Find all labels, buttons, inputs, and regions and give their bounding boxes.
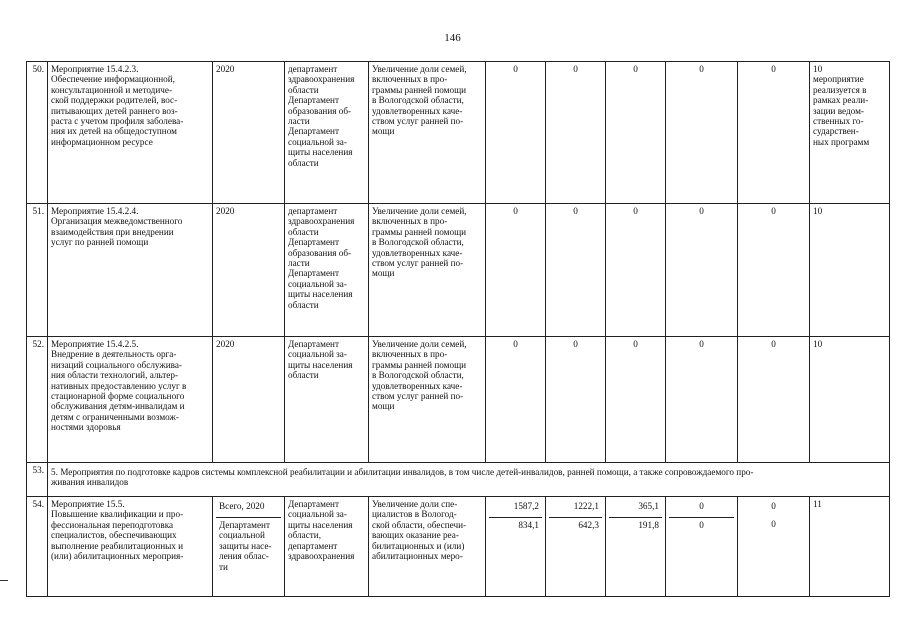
executor-cell-line: Департамент xyxy=(288,339,339,349)
event-cell-line: взаимодействия при внедрении xyxy=(51,226,174,237)
program-table xyxy=(26,61,890,597)
executor-cell xyxy=(285,204,369,337)
event-cell xyxy=(48,62,213,204)
year-split-cell xyxy=(213,497,285,597)
executor-cell-line: социальной за- xyxy=(288,136,347,147)
event-cell-line: Обеспечение информационной, xyxy=(51,74,175,85)
executor-cell-line: образования об- xyxy=(288,247,352,258)
indicator-cell-line: ской области, обеспечи- xyxy=(372,519,467,530)
event-cell-line: питывающих детей раннего воз- xyxy=(51,105,178,116)
value-total: 365,1 xyxy=(609,499,662,518)
executor-cell-line: социальной за- xyxy=(288,278,347,289)
event-cell-line: Мероприятие 15.4.2.5. xyxy=(51,339,139,349)
event-cell-line: Мероприятие 15.5. xyxy=(51,499,125,509)
executor-cell-line: здравоохранения xyxy=(288,216,355,227)
executor-cell-line: департамент xyxy=(288,64,338,74)
executor-cell-line: ласти xyxy=(288,116,310,127)
value-executor: 642,3 xyxy=(578,520,599,530)
event-cell-line: информационном ресурсе xyxy=(51,136,153,147)
value-total: 1587,2 xyxy=(489,499,542,518)
indicator-cell-line: билитационных и (или) xyxy=(372,540,465,551)
event-cell-line: Мероприятие 15.4.2.3. xyxy=(51,64,139,74)
event-cell-line: ния области технологий, альтер- xyxy=(51,370,179,381)
year-cell: 2020 xyxy=(213,204,285,337)
value-cell: 0 xyxy=(486,204,546,337)
indicator-cell-line: мощи xyxy=(372,126,395,137)
result-cell-line: реализуется в xyxy=(813,84,867,95)
year-executor-line: ти xyxy=(219,561,228,572)
result-cell-line: ственных го- xyxy=(813,116,864,127)
indicator-cell-line: Увеличение доли спе- xyxy=(372,499,458,509)
year-cell: 2020 xyxy=(213,62,285,204)
executor-cell-line: Департамент xyxy=(288,268,339,279)
executor-cell-line: департамент xyxy=(288,206,338,216)
event-cell-line: услуг по ранней помощи xyxy=(51,237,149,248)
event-cell-line: выполнение реабилитационных и xyxy=(51,540,184,551)
value-executor: 0 xyxy=(699,520,704,530)
event-cell-line: фессиональная переподготовка xyxy=(51,519,174,530)
event-cell-line: консультационной и методиче- xyxy=(51,84,173,95)
result-cell-line: 10 xyxy=(813,206,823,216)
indicator-cell-line: в Вологодской области, xyxy=(372,237,464,248)
value-split-cell xyxy=(666,497,738,597)
event-cell-line: стационарной форме социального xyxy=(51,391,185,402)
indicator-cell-line: граммы ранней помощи xyxy=(372,359,467,370)
indicator-cell-line: включенных в про- xyxy=(372,216,448,227)
value-cell: 0 xyxy=(546,204,606,337)
year-executor-line: защиты насе- xyxy=(219,540,272,551)
executor-cell xyxy=(285,62,369,204)
value-split-cell xyxy=(486,497,546,597)
executor-cell-line: Департамент xyxy=(288,499,339,509)
value-cell: 0 xyxy=(486,62,546,204)
event-cell-line: Повышение квалификации и про- xyxy=(51,509,184,520)
value-cell: 0 xyxy=(738,337,810,463)
value-cell: 0 xyxy=(546,337,606,463)
executor-cell-line: щиты населения xyxy=(288,359,353,370)
year-executor xyxy=(216,518,281,574)
indicator-cell-line: в Вологодской области, xyxy=(372,370,464,381)
executor-cell-line: области xyxy=(288,299,319,310)
result-cell xyxy=(810,337,890,463)
section-title-line: 5. Мероприятия по подготовке кадров системы комплексной реабилитации и абилитации инвалидов, в том числе детей-инвалидов, ранней помощи, а также сопровождаемого про- xyxy=(51,467,754,477)
event-cell-line: низаций социального обслужива- xyxy=(51,359,182,370)
indicator-cell-line: Увеличение доли семей, xyxy=(372,339,467,349)
indicator-cell-line: абилитационных меро- xyxy=(372,551,463,562)
indicator-cell-line: мощи xyxy=(372,268,395,279)
event-cell-line: Мероприятие 15.4.2.4. xyxy=(51,206,139,216)
executor-cell-line: области xyxy=(288,157,319,168)
row-number: 51. xyxy=(27,204,48,337)
result-cell xyxy=(810,204,890,337)
result-cell xyxy=(810,62,890,204)
indicator-cell-line: ством услуг ранней по- xyxy=(372,391,464,402)
value-split-cell xyxy=(606,497,666,597)
indicator-cell-line: вающих оказание реа- xyxy=(372,530,459,541)
executor-cell-line: области xyxy=(288,370,319,381)
executor-cell-line: департамент xyxy=(288,540,338,551)
indicator-cell xyxy=(369,337,486,463)
indicator-cell-line: удовлетворенных каче- xyxy=(372,105,463,116)
value-cell: 0 xyxy=(606,204,666,337)
event-cell xyxy=(48,337,213,463)
value-total: 1222,1 xyxy=(549,499,602,518)
event-cell-line: Организация межведомственного xyxy=(51,216,183,227)
event-cell-line: детям с ограниченными возмож- xyxy=(51,411,179,422)
value-cell: 0 xyxy=(606,337,666,463)
event-cell-line: ния их детей на общедоступном xyxy=(51,126,177,137)
table-row xyxy=(27,62,890,204)
indicator-cell-line: ством услуг ранней по- xyxy=(372,258,464,269)
value-cell: 0 xyxy=(606,62,666,204)
event-cell-line: нативных предоставлению услуг в xyxy=(51,380,187,391)
page-number: 146 xyxy=(444,32,461,44)
result-cell-line: зации ведом- xyxy=(813,105,864,116)
value-total: 0 xyxy=(669,499,734,518)
value-total: 0 xyxy=(771,501,776,511)
row-number: 52. xyxy=(27,337,48,463)
indicator-cell-line: граммы ранней помощи xyxy=(372,84,467,95)
executor-cell-line: социальной за- xyxy=(288,349,347,360)
value-split-cell xyxy=(546,497,606,597)
event-cell-line: Внедрение в деятельность орга- xyxy=(51,349,177,360)
event-cell xyxy=(48,497,213,597)
section-row xyxy=(27,463,890,497)
table-row xyxy=(27,497,890,597)
result-cell-line: рамках реали- xyxy=(813,95,869,106)
executor-cell-line: Департамент xyxy=(288,95,339,106)
event-cell xyxy=(48,204,213,337)
executor-cell-line: области xyxy=(288,84,319,95)
table-row xyxy=(27,204,890,337)
event-cell-line: ностями здоровья xyxy=(51,422,121,433)
indicator-cell-line: циалистов в Вологод- xyxy=(372,509,457,520)
indicator-cell-line: включенных в про- xyxy=(372,74,448,85)
value-executor: 834,1 xyxy=(518,520,539,530)
result-cell-line: ных программ xyxy=(813,136,870,147)
executor-cell-line: социальной за- xyxy=(288,509,347,520)
executor-cell xyxy=(285,497,369,597)
row-number: 53. xyxy=(27,463,48,497)
executor-cell-line: ласти xyxy=(288,258,310,269)
result-cell-line: 10 xyxy=(813,339,823,349)
executor-cell-line: Департамент xyxy=(288,126,339,137)
result-cell-line: сударствен- xyxy=(813,126,859,137)
result-cell: 11 xyxy=(810,497,890,597)
year-executor-line: социальной xyxy=(219,530,265,541)
event-cell-line: (или) абилитационных мероприя- xyxy=(51,551,184,562)
event-cell-line: ской поддержки родителей, вос- xyxy=(51,95,178,106)
indicator-cell-line: Увеличение доли семей, xyxy=(372,64,467,74)
executor-cell xyxy=(285,337,369,463)
event-cell-line: обслуживания детям-инвалидам и xyxy=(51,401,185,412)
indicator-cell xyxy=(369,62,486,204)
value-cell: 0 xyxy=(486,337,546,463)
event-cell-line: специалистов, обеспечивающих xyxy=(51,530,177,541)
row-number: 54. xyxy=(27,497,48,597)
value-cell: 0 xyxy=(666,337,738,463)
executor-cell-line: области, xyxy=(288,530,322,541)
value-cell: 0 xyxy=(738,62,810,204)
indicator-cell-line: удовлетворенных каче- xyxy=(372,247,463,258)
year-total: Всего, 2020 xyxy=(216,499,281,518)
indicator-cell xyxy=(369,497,486,597)
result-cell-line: 10 xyxy=(813,64,823,74)
result-cell-line: мероприятие xyxy=(813,74,864,85)
value-executor: 0 xyxy=(771,519,776,529)
margin-mark xyxy=(0,580,8,581)
year-cell: 2020 xyxy=(213,337,285,463)
table-row xyxy=(27,337,890,463)
indicator-cell-line: Увеличение доли семей, xyxy=(372,206,467,216)
year-executor-line: Департамент xyxy=(219,520,270,530)
indicator-cell-line: включенных в про- xyxy=(372,349,448,360)
indicator-cell-line: граммы ранней помощи xyxy=(372,226,467,237)
executor-cell-line: щиты населения xyxy=(288,519,353,530)
indicator-cell xyxy=(369,204,486,337)
value-split-cell xyxy=(738,497,810,597)
executor-cell-line: области xyxy=(288,226,319,237)
section-title xyxy=(48,463,890,497)
executor-cell-line: образования об- xyxy=(288,105,352,116)
indicator-cell-line: удовлетворенных каче- xyxy=(372,380,463,391)
executor-cell-line: здравоохранения xyxy=(288,551,355,562)
executor-cell-line: щиты населения xyxy=(288,147,353,158)
event-cell-line: раста с учетом профиля заболева- xyxy=(51,116,184,127)
indicator-cell-line: в Вологодской области, xyxy=(372,95,464,106)
value-cell: 0 xyxy=(666,62,738,204)
executor-cell-line: щиты населения xyxy=(288,289,353,300)
indicator-cell-line: ством услуг ранней по- xyxy=(372,116,464,127)
value-cell: 0 xyxy=(738,204,810,337)
executor-cell-line: здравоохранения xyxy=(288,74,355,85)
value-cell: 0 xyxy=(666,204,738,337)
value-executor: 191,8 xyxy=(638,520,659,530)
value-cell: 0 xyxy=(546,62,606,204)
row-number: 50. xyxy=(27,62,48,204)
executor-cell-line: Департамент xyxy=(288,237,339,248)
year-executor-line: ления облас- xyxy=(219,551,269,562)
indicator-cell-line: мощи xyxy=(372,401,395,412)
section-title-line: живания инвалидов xyxy=(51,477,129,488)
